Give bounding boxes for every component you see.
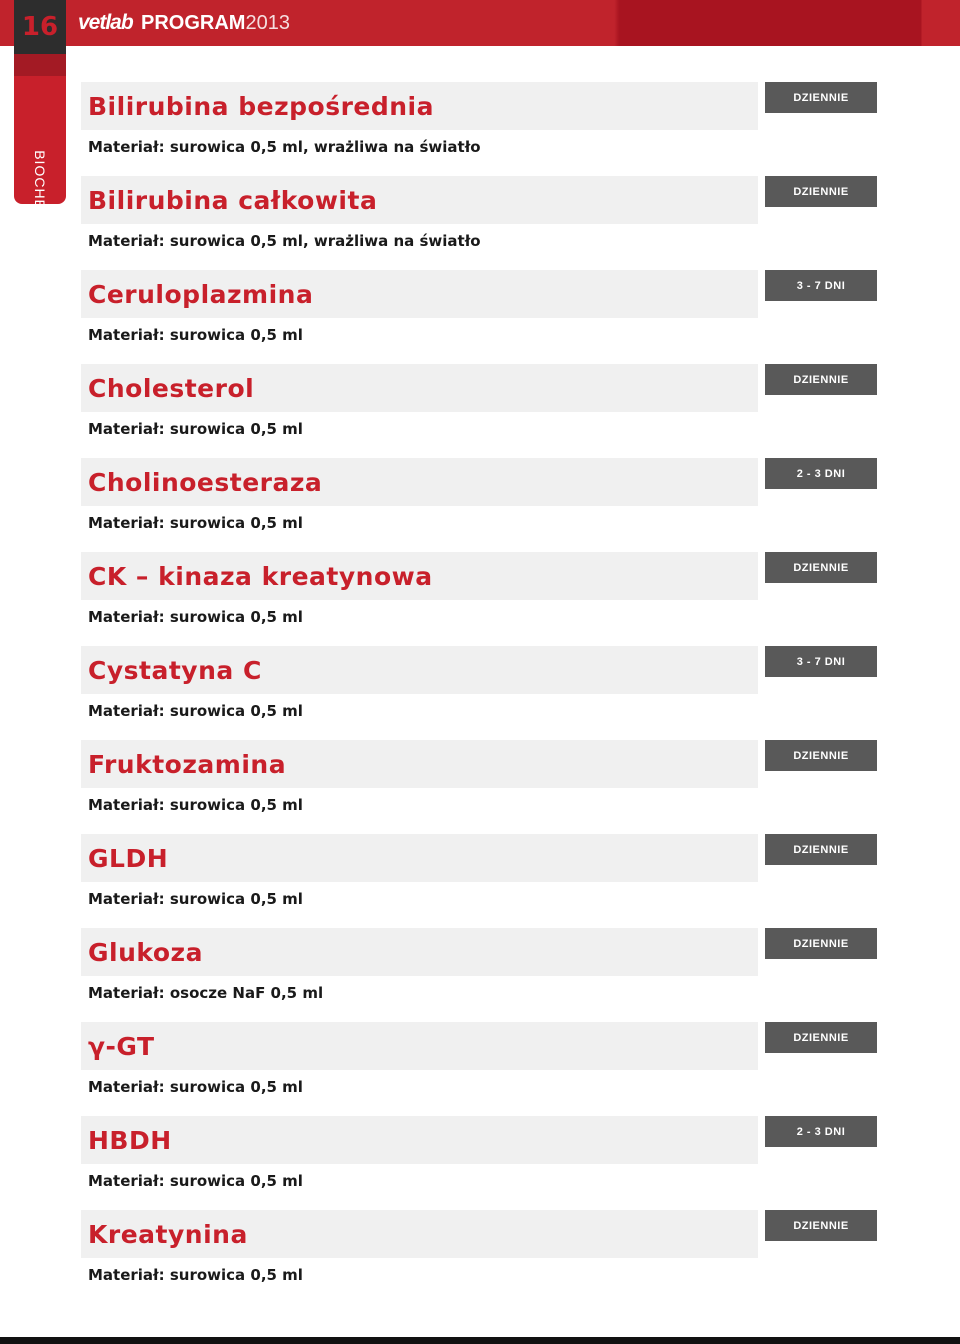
test-entry (81, 176, 881, 270)
turnaround-badge: DZIENNIE (765, 834, 877, 865)
test-name-bar (81, 834, 758, 882)
test-name-bar (81, 552, 758, 600)
test-entry (81, 82, 881, 176)
test-material: Materiał: osocze NaF 0,5 ml (88, 984, 324, 1002)
test-entry (81, 834, 881, 928)
test-name-bar (81, 458, 758, 506)
test-entry (81, 1116, 881, 1210)
bottom-rule (0, 1337, 960, 1344)
test-entry (81, 646, 881, 740)
test-material: Materiał: surowica 0,5 ml, wrażliwa na światło (88, 232, 481, 250)
test-material: Materiał: surowica 0,5 ml (88, 326, 303, 344)
test-name: CK – kinaza kreatynowa (88, 562, 433, 591)
page-number: 16 (14, 0, 66, 54)
test-name: GLDH (88, 844, 169, 873)
test-name-bar (81, 1210, 758, 1258)
test-material: Materiał: surowica 0,5 ml (88, 1078, 303, 1096)
turnaround-badge: 3 - 7 DNI (765, 646, 877, 677)
turnaround-badge: DZIENNIE (765, 1022, 877, 1053)
test-name: HBDH (88, 1126, 172, 1155)
test-list (81, 82, 881, 1304)
test-entry (81, 458, 881, 552)
test-material: Materiał: surowica 0,5 ml (88, 890, 303, 908)
program-title (141, 12, 290, 35)
test-entry (81, 1210, 881, 1304)
turnaround-badge: 3 - 7 DNI (765, 270, 877, 301)
test-entry (81, 928, 881, 1022)
turnaround-badge: DZIENNIE (765, 552, 877, 583)
test-name-bar (81, 270, 758, 318)
turnaround-badge: 2 - 3 DNI (765, 458, 877, 489)
test-material: Materiał: surowica 0,5 ml (88, 608, 303, 626)
test-name-bar (81, 82, 758, 130)
test-entry (81, 1022, 881, 1116)
turnaround-badge: DZIENNIE (765, 928, 877, 959)
test-name-bar (81, 1022, 758, 1070)
program-word: PROGRAM (141, 12, 246, 34)
test-entry (81, 552, 881, 646)
test-name-bar (81, 364, 758, 412)
test-material: Materiał: surowica 0,5 ml (88, 514, 303, 532)
turnaround-badge: 2 - 3 DNI (765, 1116, 877, 1147)
test-name: Glukoza (88, 938, 203, 967)
test-name: Fruktozamina (88, 750, 287, 779)
turnaround-badge: DZIENNIE (765, 1210, 877, 1241)
test-name-bar (81, 928, 758, 976)
test-name-bar (81, 740, 758, 788)
test-material: Materiał: surowica 0,5 ml (88, 702, 303, 720)
test-name: Bilirubina całkowita (88, 186, 378, 215)
turnaround-badge: DZIENNIE (765, 364, 877, 395)
section-tab (14, 54, 66, 238)
test-entry (81, 270, 881, 364)
brand-logo: vetlab (78, 11, 133, 34)
test-material: Materiał: surowica 0,5 ml (88, 796, 303, 814)
test-material: Materiał: surowica 0,5 ml, wrażliwa na światło (88, 138, 481, 156)
turnaround-badge: DZIENNIE (765, 740, 877, 771)
test-name: Cystatyna C (88, 656, 262, 685)
test-material: Materiał: surowica 0,5 ml (88, 1266, 303, 1284)
test-material: Materiał: surowica 0,5 ml (88, 1172, 303, 1190)
section-tab-label: BIOCHEMIA (32, 150, 48, 238)
test-name: Kreatynina (88, 1220, 248, 1249)
test-name-bar (81, 646, 758, 694)
test-name: Bilirubina bezpośrednia (88, 92, 434, 121)
test-entry (81, 364, 881, 458)
test-name-bar (81, 1116, 758, 1164)
turnaround-badge: DZIENNIE (765, 176, 877, 207)
test-name: γ-GT (88, 1032, 155, 1061)
test-entry (81, 740, 881, 834)
test-material: Materiał: surowica 0,5 ml (88, 420, 303, 438)
turnaround-badge: DZIENNIE (765, 82, 877, 113)
test-name: Ceruloplazmina (88, 280, 314, 309)
program-year: 2013 (245, 12, 290, 34)
test-name: Cholinoesteraza (88, 468, 323, 497)
test-name: Cholesterol (88, 374, 255, 403)
test-name-bar (81, 176, 758, 224)
